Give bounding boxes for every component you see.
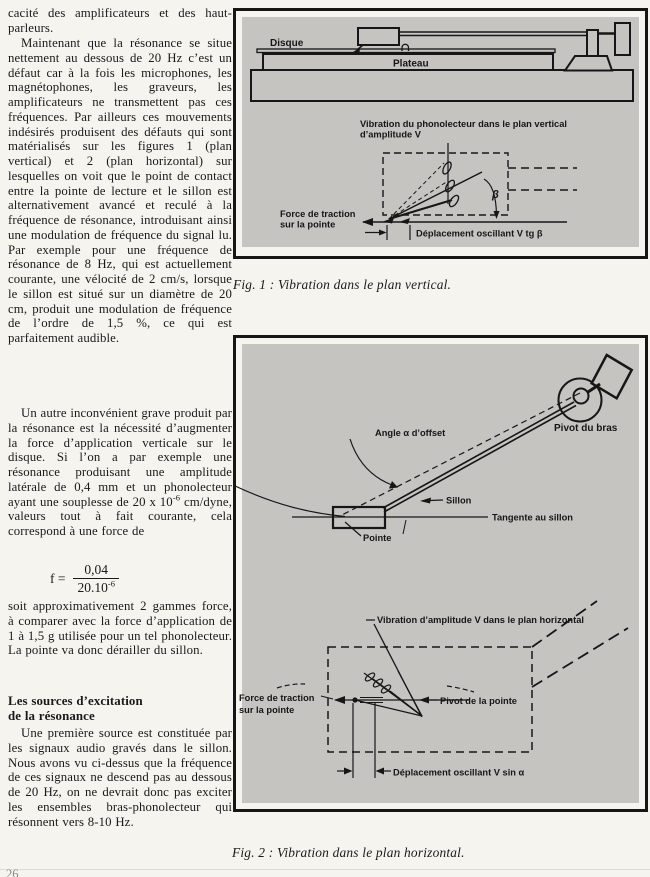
arm-pivot-label: Pivot du bras	[554, 423, 618, 434]
figure-1-caption: Fig. 1 : Vibration dans le plan vertical.	[233, 277, 452, 292]
stylus-pivot-label: Pivot de la pointe	[440, 696, 517, 706]
platter-label: Plateau	[393, 58, 429, 70]
groove-label: Sillon	[446, 495, 472, 506]
beta-angle-label: β	[492, 189, 499, 201]
heading-line: de la résonance	[8, 709, 95, 723]
displacement-label: Déplacement oscillant V tg β	[416, 228, 543, 239]
denominator-exponent: -6	[107, 578, 115, 589]
heading-line: Les sources d’excitation	[8, 694, 143, 708]
stylus-label: Pointe	[363, 533, 392, 543]
figure-2-caption: Fig. 2 : Vibration dans le plan horizontal.	[232, 845, 465, 860]
force-label-line2: sur la pointe	[239, 705, 295, 715]
exponent: -6	[172, 492, 181, 503]
force-label-line1: Force de traction	[239, 693, 315, 703]
formula-numerator: 0,04	[84, 562, 109, 577]
figure-2	[233, 335, 648, 812]
sillon-leader	[429, 500, 443, 501]
turntable-base	[251, 70, 633, 101]
denominator-base: 20.10	[77, 579, 108, 595]
formula-fraction	[73, 562, 118, 595]
article-column	[8, 0, 232, 877]
displacement-label: Déplacement oscillant V sin α	[393, 767, 525, 778]
pivot-post	[587, 30, 598, 56]
page-number: 26	[6, 867, 19, 877]
section-heading	[8, 694, 232, 724]
vibration-label-line2: d’amplitude V	[360, 129, 421, 140]
disc-label: Disque	[270, 38, 304, 49]
figure-1-drawing	[233, 8, 648, 259]
formula-denominator	[73, 578, 118, 596]
counterweight	[615, 23, 630, 55]
offset-angle-label: Angle α d’offset	[375, 428, 446, 438]
cartridge	[358, 28, 399, 45]
paragraph-resonance-defect: Maintenant que la résonance se situe nettement au dessous de 20 Hz c’est un défaut car à la fois les microphones, les magnétophones, les graveurs, les amplificateurs ne transmettent pas ces fréquences. Par ailleurs ces mouvements indésirés produisent des défauts qui sont matérialisés sur les figures 1 (plan vertical) et 2 (plan horizontal) sur lesquelles on voit que le point de contact entre la pointe de lecture et le sillon est alternativement avancé et reculé à la fréquence de résonance, introduisant ainsi une modulation de fréquence du signal lu. Par exemple pour une fréquence de résonance de 8 Hz, qui est actuellement courante, une vélocité de 2 cm/s, lorsque le sillon est situé sur un diamètre de 20 cm, produit une modulation de fréquence de l’ordre de 1,5 %, ce qui est parfaitement audible.	[8, 36, 232, 345]
figure-1	[233, 8, 648, 259]
pivot-inner-circle	[574, 389, 589, 404]
page-bottom-rule	[0, 869, 650, 870]
force-label-line1: Force de traction	[280, 209, 356, 219]
paragraph-excitation-source: Une première source est constituée par les signaux audio gravés dans le sillon. Nous avons vu ci-dessus que la fréquence de ces signaux ne descend pas au dessous de 20 Hz, on ne devrait donc pas exciter les ensembles bras-phonolecteur qui résonnent vers 8-10 Hz.	[8, 726, 232, 829]
paragraph-continuation: cacité des amplificateurs et des haut-parleurs.	[8, 6, 232, 35]
paragraph-text: Un autre inconvénient grave produit par la résonance est la nécessité d’augmenter la force d’application verticale sur le disque. Si l’on a par exemple une résonance produisant une amplitude latérale de 0,4 mm et un phonolecteur ayant une souplesse de 20 x 10	[8, 406, 232, 509]
force-formula	[50, 562, 119, 595]
formula-lhs: f =	[50, 570, 66, 586]
tangent-label: Tangente au sillon	[492, 512, 573, 523]
figure-2-drawing	[233, 335, 648, 812]
paragraph-force-application	[8, 406, 232, 539]
paragraph-result: soit approximativement 2 gammes force, à comparer avec la force d’application de 1 à 1,5 g utilisée pour un tel phonolecteur. La pointe va donc dérailler du sillon.	[8, 599, 232, 658]
vibration-label-line1: Vibration du phonolecteur dans le plan vertical	[360, 119, 567, 129]
force-label-line2: sur la pointe	[280, 219, 336, 230]
vibration-label: Vibration d’amplitude V dans le plan horizontal	[377, 615, 584, 625]
paragraph-text: cm/dyne, valeurs tout à fait courante, cela correspond à une force de	[8, 494, 233, 538]
